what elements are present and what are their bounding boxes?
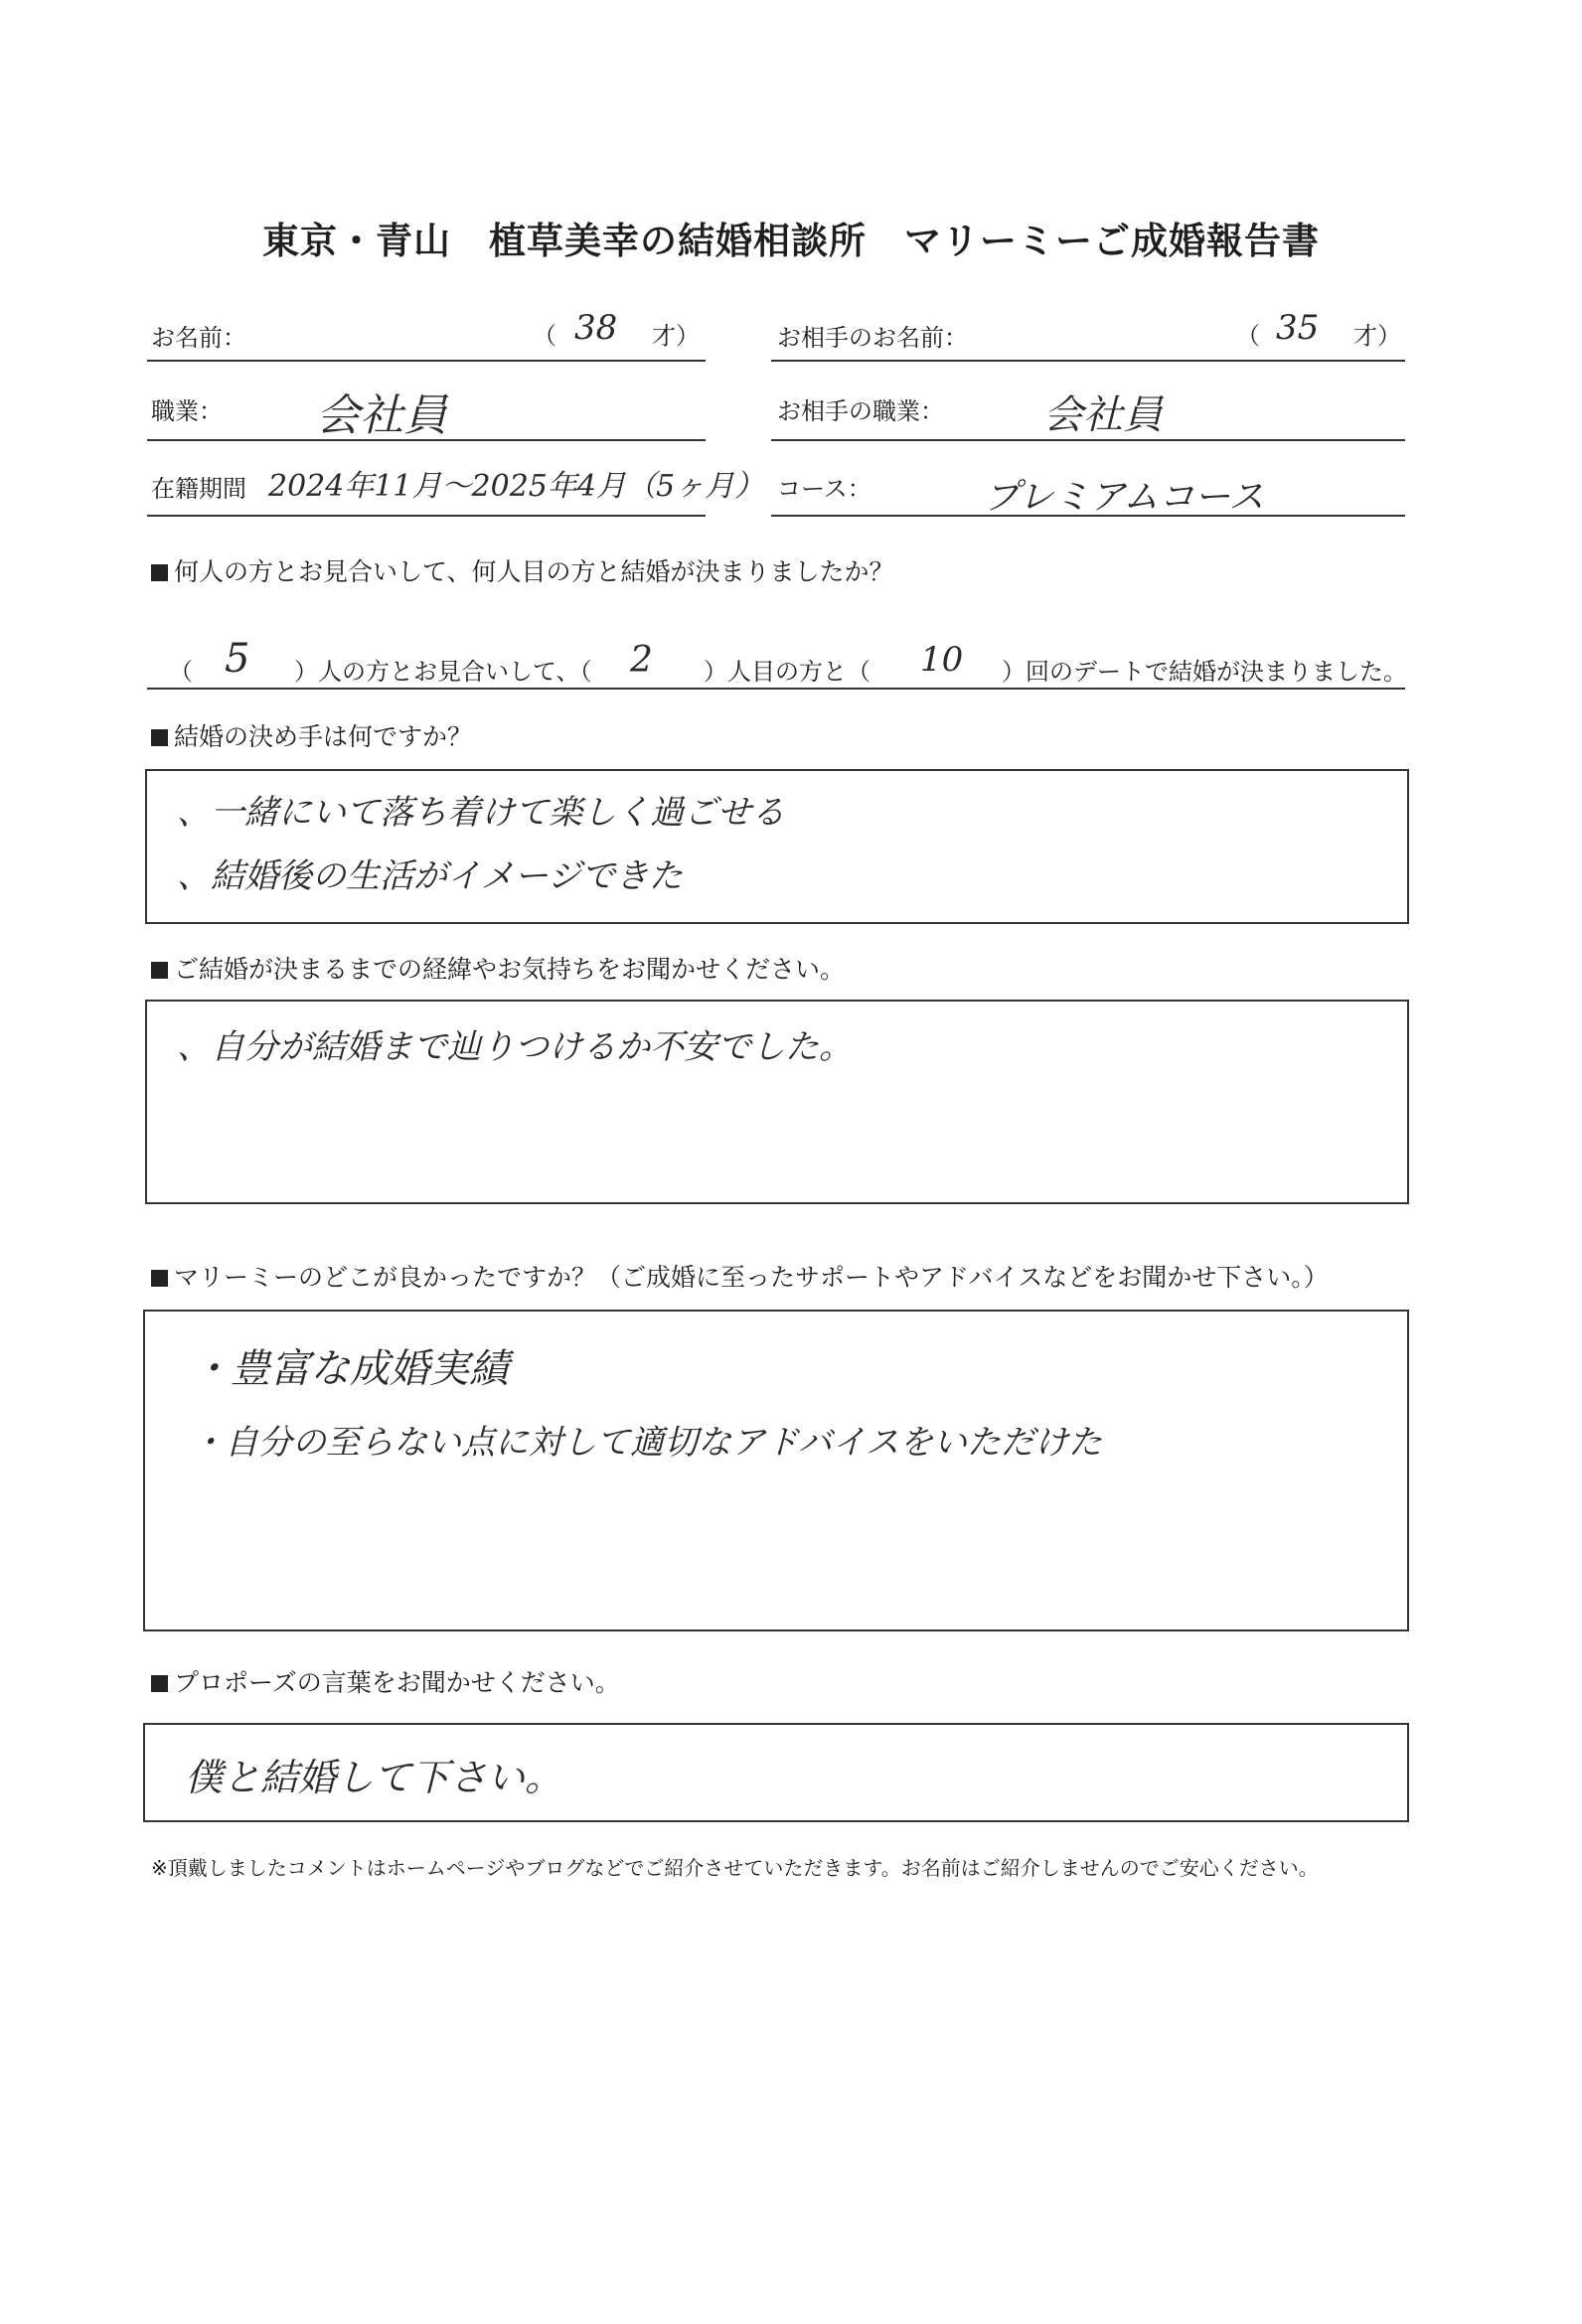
name-underline xyxy=(147,360,706,362)
job-label: 職業： xyxy=(151,397,223,425)
course-label: コース： xyxy=(777,475,871,503)
partner-job-label: お相手の職業： xyxy=(777,397,944,425)
q1-text-2: ）人目の方と（ xyxy=(704,658,870,686)
answer-2-line: 、一緒にいて落ち着けて楽しく過ごせる xyxy=(177,793,785,833)
partner-job-underline xyxy=(771,439,1405,441)
answer-box-3 xyxy=(145,1000,1409,1204)
answer-box-4 xyxy=(143,1310,1409,1631)
question-1 xyxy=(151,552,894,588)
question-5 xyxy=(151,1663,620,1699)
q1-dates: 10 xyxy=(920,640,964,680)
partner-age-open-paren: （ xyxy=(1236,322,1260,350)
q1-open-paren: （ xyxy=(169,658,193,686)
report-title: 東京・青山 植草美幸の結婚相談所 マリーミーご成婚報告書 xyxy=(262,220,1320,262)
q1-text-3: ）回のデートで結婚が決まりました。 xyxy=(1002,658,1407,686)
answer-box-5 xyxy=(143,1723,1409,1822)
job-value: 会社員 xyxy=(316,390,447,441)
question-1-text: 何人の方とお見合いして、何人目の方と結婚が決まりましたか？ xyxy=(174,557,894,586)
answer-3-line: 、自分が結婚まで辿りつけるか不安でした。 xyxy=(177,1027,853,1067)
age-close: 才） xyxy=(652,322,700,350)
period-label: 在籍期間 xyxy=(151,475,246,503)
course-value: プレミアムコース xyxy=(984,477,1265,518)
period-value: 2024年11月～2025年4月（5ヶ月） xyxy=(268,469,765,504)
bullet-square-icon xyxy=(151,729,168,746)
question-3 xyxy=(151,950,845,986)
partner-job-value: 会社員 xyxy=(1043,392,1163,438)
question-4-text: マリーミーのどこが良かったですか？（ご成婚に至ったサポートやアドバイスなどをお聞かせ下さい。） xyxy=(174,1263,1329,1292)
q1-count-people: 5 xyxy=(225,636,250,682)
partner-name-underline xyxy=(771,360,1405,362)
answer-5-line: 僕と結婚して下さい。 xyxy=(185,1756,563,1799)
period-underline xyxy=(147,515,706,517)
name-label: お名前： xyxy=(151,324,246,352)
question-2 xyxy=(151,717,472,753)
partner-age-close: 才） xyxy=(1353,322,1401,350)
q1-underline xyxy=(147,688,1405,690)
course-underline xyxy=(771,515,1405,517)
q1-nth: 2 xyxy=(630,640,653,681)
question-4 xyxy=(151,1258,1329,1294)
answer-4-line: ・豊富な成婚実績 xyxy=(191,1346,509,1392)
partner-age-value: 35 xyxy=(1276,308,1320,348)
bullet-square-icon xyxy=(151,564,168,581)
age-open-paren: （ xyxy=(533,322,556,350)
age-value: 38 xyxy=(574,308,618,348)
answer-4-line: ・自分の至らない点に対して適切なアドバイスをいただけた xyxy=(191,1423,1102,1463)
footer-note: ※頂戴しましたコメントはホームページやブログなどでご紹介させていただきます。お名前はご紹介しませんのでご安心ください。 xyxy=(151,1856,1319,1880)
question-5-text: プロポーズの言葉をお聞かせください。 xyxy=(174,1668,620,1697)
bullet-square-icon xyxy=(151,1270,168,1287)
job-underline xyxy=(147,439,706,441)
bullet-square-icon xyxy=(151,962,168,979)
answer-box-2 xyxy=(145,769,1409,924)
partner-name-label: お相手のお名前： xyxy=(777,324,968,352)
q1-text-1: ）人の方とお見合いして、（ xyxy=(294,658,592,686)
question-3-text: ご結婚が決まるまでの経緯やお気持ちをお聞かせください。 xyxy=(174,955,846,984)
bullet-square-icon xyxy=(151,1675,168,1692)
answer-2-line: 、結婚後の生活がイメージできた xyxy=(177,856,683,896)
question-2-text: 結婚の決め手は何ですか？ xyxy=(174,722,473,751)
